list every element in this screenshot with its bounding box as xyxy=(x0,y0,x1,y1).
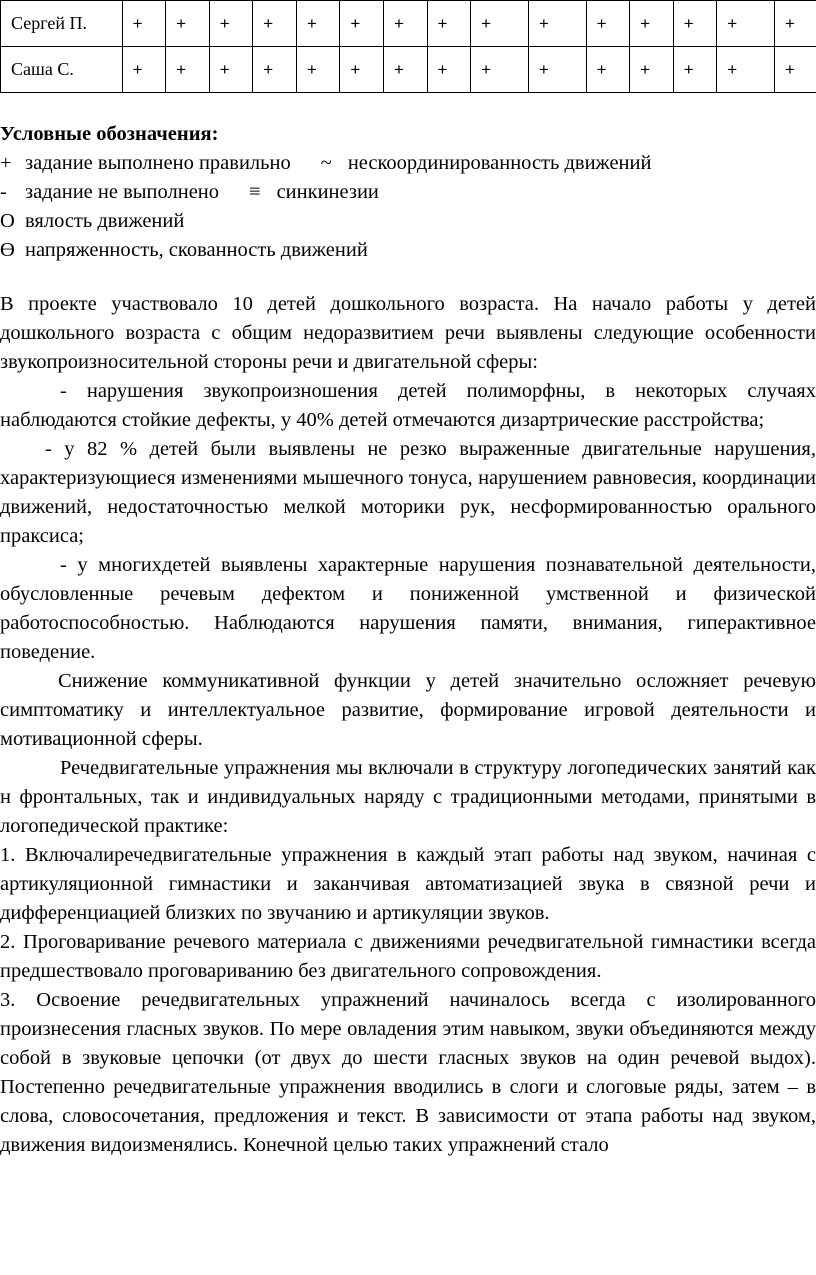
mark-cell: + xyxy=(528,1,586,47)
legend-text: вялость движений xyxy=(25,210,185,232)
legend-symbol: О xyxy=(0,210,15,232)
mark-cell: + xyxy=(253,1,297,47)
mark-cell: + xyxy=(673,47,717,93)
paragraph: - нарушения звукопроизношения детей полиморфны, в некоторых случаях наблюдаются стойкие дефекты, у 40% детей отмечаются дизартрические расстройства; xyxy=(0,380,816,431)
paragraph: Снижение коммуникативной функции у детей значительно осложняет речевую симптоматику и интеллектуальное развитие, формирование игровой деятельности и мотивационной сферы. xyxy=(0,670,816,750)
mark-cell: + xyxy=(340,1,384,47)
legend-row xyxy=(0,236,816,265)
legend-text: задание выполнено правильно xyxy=(25,152,291,174)
legend-symbol: Ө xyxy=(0,239,15,261)
legend-symbol: ≡ xyxy=(249,181,261,203)
paragraph: Речедвигательные упражнения мы включали в структуру логопедических занятий как н фронтальных, так и индивидуальных наряду с традиционными методами, принятыми в логопедической практике: xyxy=(0,757,816,837)
legend-text: синкинезии xyxy=(276,181,379,203)
mark-cell: + xyxy=(630,47,674,93)
mark-cell: + xyxy=(427,1,471,47)
paragraph: - у многихдетей выявлены характерные нарушения познавательной деятельности, обусловленные речевым дефектом и пониженной умственной и физической работоспособностью. Наблюдаются нарушения памяти, внимания, гиперактивное поведение. xyxy=(0,554,816,663)
student-name-cell: Саша С. xyxy=(1,47,123,93)
mark-cell: + xyxy=(383,47,427,93)
student-name-cell: Сергей П. xyxy=(1,1,123,47)
mark-cell: + xyxy=(775,1,816,47)
legend-row xyxy=(0,149,816,178)
legend-symbol: ~ xyxy=(320,152,332,174)
mark-cell: + xyxy=(166,47,210,93)
mark-cell: + xyxy=(166,1,210,47)
body-text xyxy=(0,290,816,1160)
legend xyxy=(0,120,816,265)
results-table xyxy=(0,0,816,93)
legend-symbol: - xyxy=(0,181,7,203)
mark-cell: + xyxy=(528,47,586,93)
mark-cell: + xyxy=(471,47,529,93)
legend-row xyxy=(0,207,816,236)
mark-cell: + xyxy=(340,47,384,93)
table-row xyxy=(1,1,816,47)
legend-row xyxy=(0,178,816,207)
paragraph: В проекте участвовало 10 детей дошкольного возраста. На начало работы у детей дошкольного возраста с общим недоразвитием речи выявлены следующие особенности звукопроизносительной стороны речи и двигательной сферы: xyxy=(0,293,816,373)
legend-title: Условные обозначения: xyxy=(0,123,219,145)
legend-text: задание не выполнено xyxy=(25,181,220,203)
legend-text: напряженность, скованность движений xyxy=(25,239,368,261)
legend-symbol: + xyxy=(0,152,12,174)
mark-cell: + xyxy=(717,47,775,93)
mark-cell: + xyxy=(427,47,471,93)
paragraph: - у 82 % детей были выявлены не резко выраженные двигательные нарушения, характеризующиеся изменениями мышечного тонуса, нарушением равновесия, координации движений, недостаточностью мелкой моторики рук, несформированностью орального праксиса; xyxy=(0,438,816,547)
mark-cell: + xyxy=(673,1,717,47)
mark-cell: + xyxy=(717,1,775,47)
table-row xyxy=(1,47,816,93)
mark-cell: + xyxy=(253,47,297,93)
numbered-paragraph: 3. Освоение речедвигательных упражнений начиналось всегда с изолированного произнесения гласных звуков. По мере овладения этим навыком, звуки объединяются между собой в звуковые цепочки (от двух до шести гласных звуков на один речевой выдох). Постепенно речедвигательные упражнения вводились в слоги и слоговые ряды, затем – в слова, словосочетания, предложения и текст. В зависимости от этапа работы над звуком, движения видоизменялись. Конечной целью таких упражнений стало xyxy=(0,989,816,1156)
mark-cell: + xyxy=(122,47,166,93)
numbered-paragraph: 2. Проговаривание речевого материала с движениями речедвигательной гимнастики всегда предшествовало проговариванию без двигательного сопровождения. xyxy=(0,931,816,982)
mark-cell: + xyxy=(296,47,340,93)
mark-cell: + xyxy=(775,47,816,93)
mark-cell: + xyxy=(630,1,674,47)
mark-cell: + xyxy=(586,1,630,47)
numbered-paragraph: 1. Включалиречедвигательные упражнения в каждый этап работы над звуком, начиная с артикуляционной гимнастики и заканчивая автоматизацией звука в связной речи и дифференциацией близких по звучанию и артикуляции звуков. xyxy=(0,844,816,924)
mark-cell: + xyxy=(209,47,253,93)
mark-cell: + xyxy=(209,1,253,47)
mark-cell: + xyxy=(383,1,427,47)
mark-cell: + xyxy=(122,1,166,47)
legend-text: нескоординированность движений xyxy=(347,152,652,174)
mark-cell: + xyxy=(586,47,630,93)
mark-cell: + xyxy=(296,1,340,47)
mark-cell: + xyxy=(471,1,529,47)
